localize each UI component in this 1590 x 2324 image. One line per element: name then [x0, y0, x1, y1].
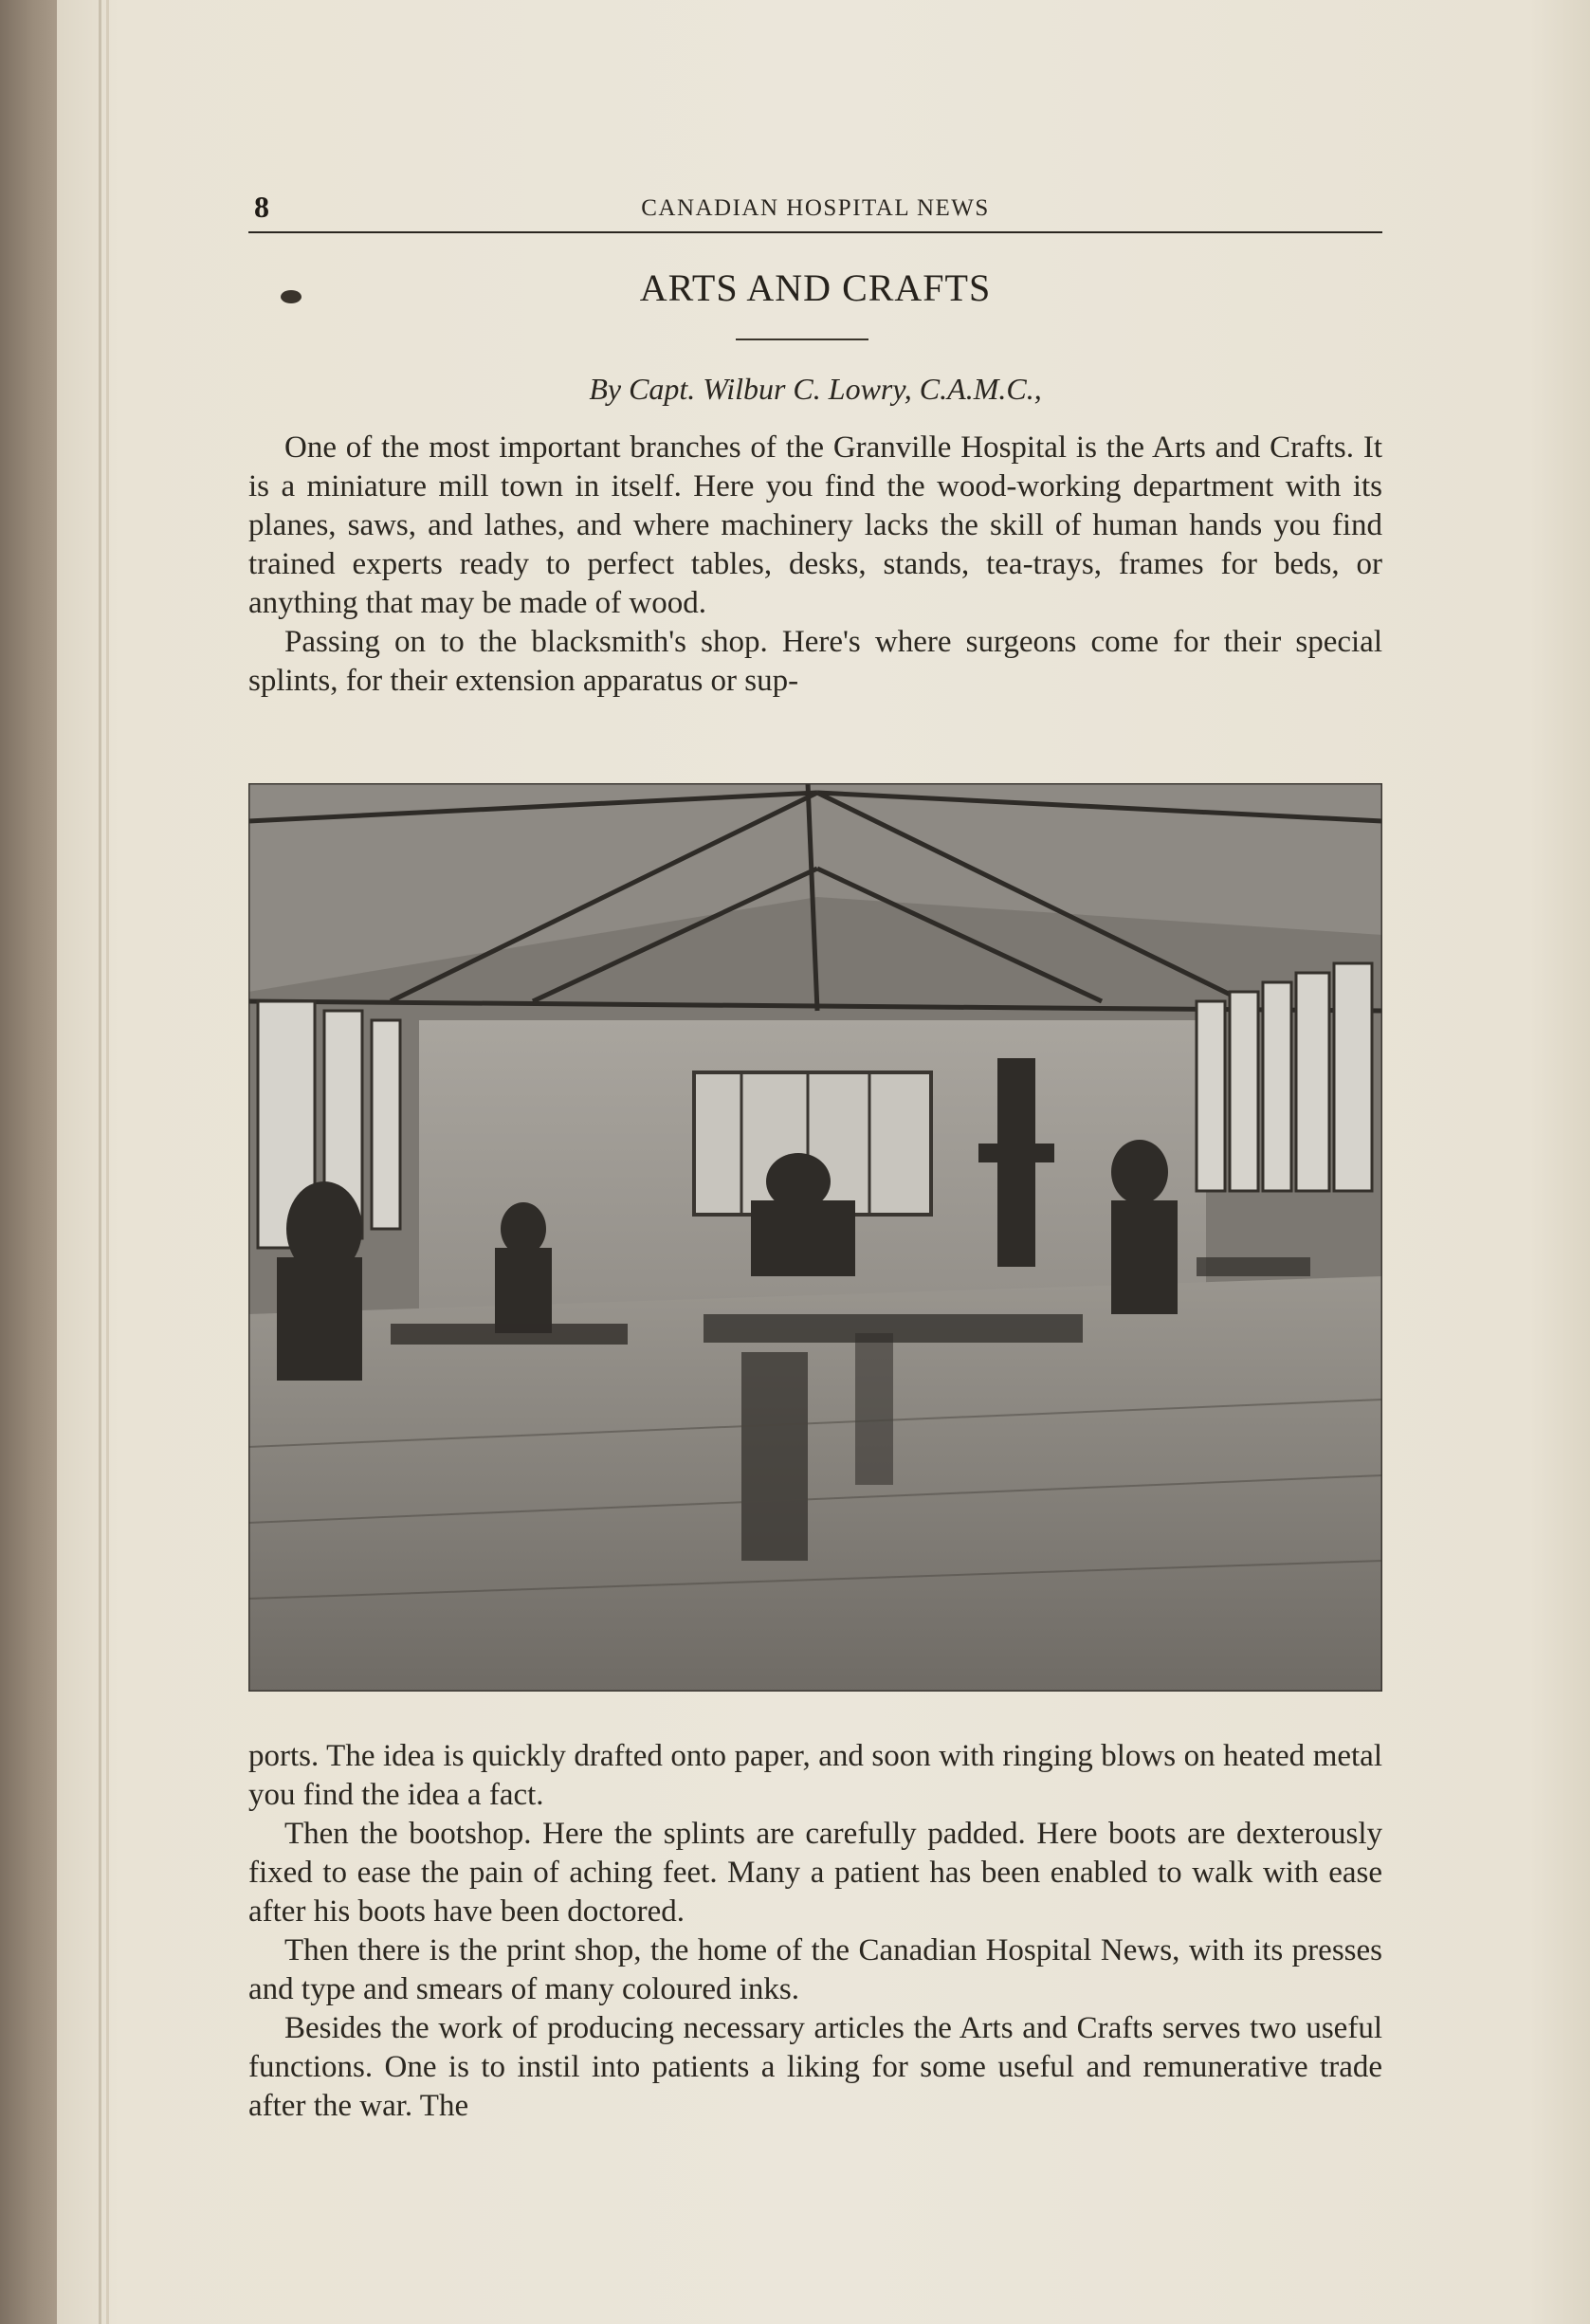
page-edge [106, 0, 109, 2324]
article-body-top [248, 429, 1382, 701]
workshop-photo-illustration [248, 783, 1382, 1692]
paragraph: Passing on to the blacksmith's shop. Here's where surgeons come for their special splints, for their extension apparatus or sup- [248, 625, 1382, 698]
paragraph: Then the bootshop. Here the splints are carefully padded. Here boots are dexterously fixed to ease the pain of aching feet. Many a patient has been enabled to walk with ease after his boots have been doctored. [248, 1817, 1382, 1929]
paragraph: One of the most important branches of the Granville Hospital is the Arts and Crafts. It is a miniature mill town in itself. Here you find the wood-working department with its planes, saws, and lathes, and where machinery lacks the skill of human hands you find trained experts ready to perfect tables, desks, stands, tea-trays, frames for beds, or anything that may be made of wood. [248, 430, 1382, 620]
article-body-bottom [248, 1737, 1382, 2126]
article-title: ARTS AND CRAFTS [639, 266, 992, 309]
paragraph: Besides the work of producing necessary articles the Arts and Crafts serves two useful functions. One is to instil into patients a liking for some useful and remunerative trade after the war. The [248, 2011, 1382, 2123]
page-number: 8 [254, 190, 269, 224]
page-edge [99, 0, 101, 2324]
title-rule [736, 339, 868, 340]
book-binding [0, 0, 57, 2324]
running-head: CANADIAN HOSPITAL NEWS [641, 195, 990, 221]
paragraph: ports. The idea is quickly drafted onto paper, and soon with ringing blows on heated metal you find the idea a fact. [248, 1739, 1382, 1812]
workshop-photo [248, 783, 1382, 1692]
article-byline: By Capt. Wilbur C. Lowry, C.A.M.C., [589, 372, 1042, 406]
paragraph: Then there is the print shop, the home of the Canadian Hospital News, with its presses and type and smears of many coloured inks. [248, 1933, 1382, 2006]
page-header [248, 188, 1382, 233]
